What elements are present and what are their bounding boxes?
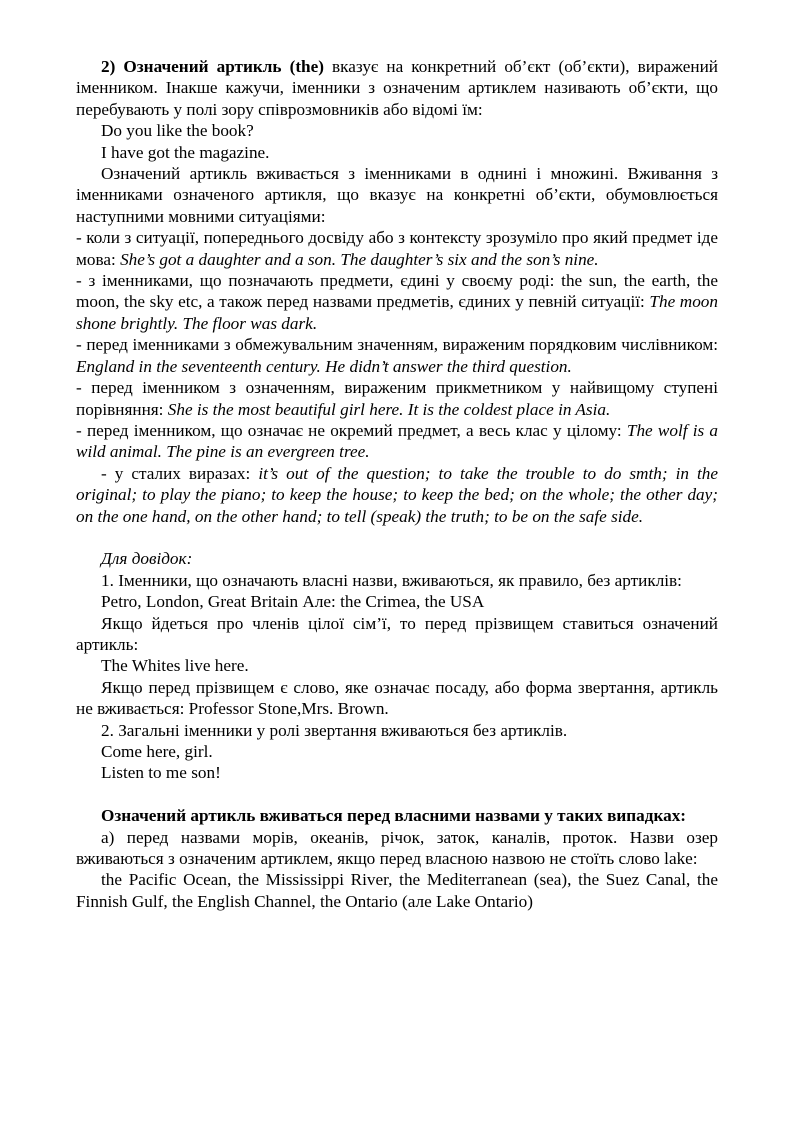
- reference-note: 1. Іменники, що означають власні назви, вживаються, як правило, без артиклів:: [101, 570, 682, 590]
- paragraph-definite-article-intro: [76, 56, 718, 120]
- section-heading-definite-article: 2) Означений артикль (the): [101, 57, 324, 76]
- usage-example: She’s got a daughter and a son. The daughter’s six and the son’s nine.: [120, 249, 599, 269]
- usage-item: - у сталих виразах: it’s out of the question; to take the trouble to do smth; in the original; to play the piano; to keep the house; to keep the bed; on the whole; the other day; on the one hand, on the other hand; to tell (speak) the truth; to be on the safe side.: [76, 463, 718, 526]
- reference-title: Для довідок:: [101, 549, 193, 569]
- example-line: I have got the magazine.: [101, 142, 270, 162]
- reference-note: Якщо перед прізвищем є слово, яке означає посаду, або форма звертання, артикль не вживається: Professor Stone,Mrs. Brown.: [76, 677, 718, 719]
- usage-item: - коли з ситуації, попереднього досвіду або з контексту зрозуміло про який предмет іде мова: She’s got a daughter and a son. The daughter’s six and the son’s nine.: [76, 228, 718, 269]
- reference-note: 2. Загальні іменники у ролі звертання вживаються без артиклів.: [101, 720, 568, 740]
- example-line: the Pacific Ocean, the Mississippi River, the Mediterranean (sea), the Suez Canal, the Finnish Gulf, the English Channel, the Ontario (але Lake Ontario): [76, 870, 718, 911]
- example-line: The Whites live here.: [101, 656, 249, 676]
- example-line: Do you like the book?: [101, 121, 254, 141]
- reference-note: Якщо йдеться про членів цілої сім’ї, то перед прізвищем ставиться означений артикль:: [76, 613, 718, 654]
- example-line: Petro, London, Great Britain Але: the Crimea, the USA: [101, 592, 485, 612]
- paragraph-usage-intro: Означений артикль вживається з іменниками в однині і множині. Вживання з іменниками означеного артикля, що вказує на конкретні об’єкти, обумовлюється наступними мовними ситуаціями:: [76, 164, 718, 226]
- usage-example: England in the seventeenth century. He didn’t answer the third question.: [76, 356, 572, 376]
- usage-example: She is the most beautiful girl here. It is the coldest place in Asia.: [167, 399, 611, 419]
- usage-example: The moon shone brightly. The floor was dark.: [76, 292, 718, 333]
- usage-item: - перед іменниками з обмежувальним значенням, вираженим порядковим числівником: England in the seventeenth century. He didn’t answer the third question.: [76, 335, 718, 376]
- usage-example: it’s out of the question; to take the trouble to do smth; in the original; to play the piano; to keep the house; to keep the bed; on the whole; the other day; on the one hand, on the other hand; to tell (speak) the truth; to be on the safe side.: [76, 463, 718, 526]
- example-line: Listen to me son!: [101, 763, 221, 783]
- usage-item: - перед іменником, що означає не окремий предмет, а весь клас у цілому: The wolf is a wild animal. The pine is an evergreen tree.: [76, 420, 719, 462]
- usage-item: - перед іменником з означенням, вираженим прикметником у найвищому ступені порівняння: She is the most beautiful girl here. It is the coldest place in Asia.: [76, 378, 718, 419]
- spacer: [76, 527, 718, 548]
- usage-item: - з іменниками, що позначають предмети, єдині у своєму роді: the sun, the earth, the moon, the sky etc, а також перед назвами предметів, єдиних у певній ситуації: The moon shone brightly. The floor was dark.: [76, 271, 718, 333]
- rule-item: а) перед назвами морів, океанів, річок, заток, каналів, проток. Назви озер вживаються з означеним артиклем, якщо перед власною назвою не стоїть слово lake:: [76, 827, 718, 868]
- document-page: [76, 56, 718, 912]
- usage-example: The wolf is a wild animal. The pine is an evergreen tree.: [76, 420, 719, 462]
- section-heading-proper-names: Означений артикль вживаться перед власними назвами у таких випадках:: [101, 806, 687, 826]
- example-line: Come here, girl.: [101, 741, 213, 761]
- spacer: [76, 784, 718, 805]
- paragraph-text: вказує на конкретний об’єкт (об’єкти), виражений іменником. Інакше кажучи, іменники з означеним артиклем називають об’єкти, що перебувають у полі зору співрозмовників або відомі їм:: [76, 57, 718, 119]
